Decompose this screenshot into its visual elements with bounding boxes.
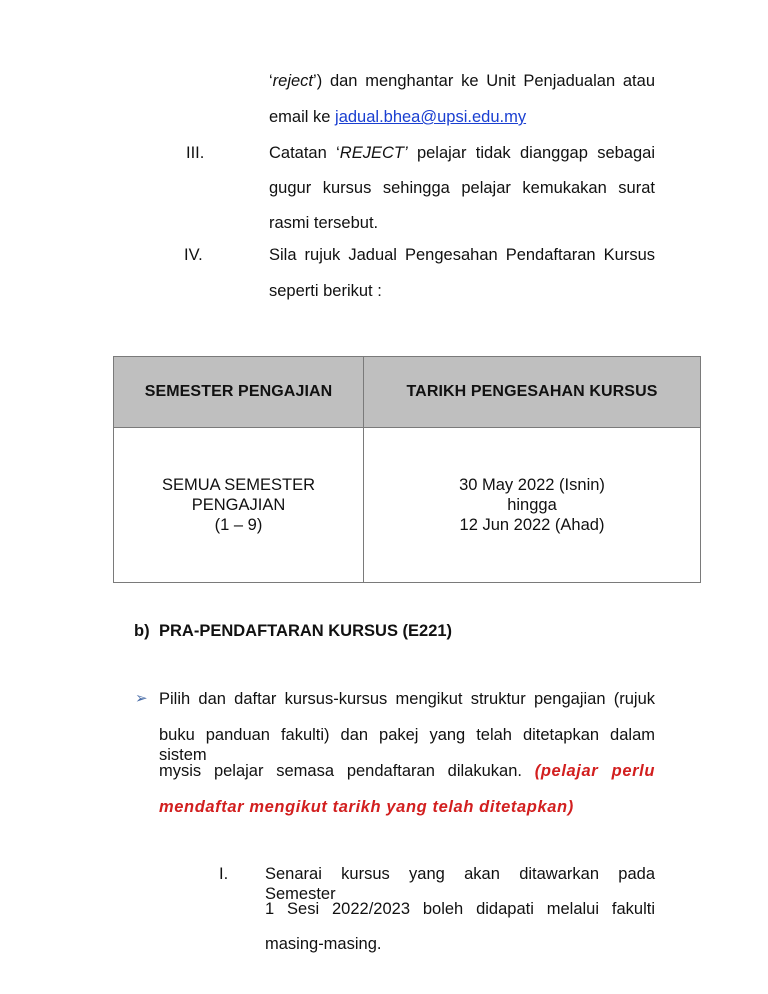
highlight-text: (pelajar perlu <box>534 762 655 780</box>
paragraph-line: Senarai kursus yang akan ditawarkan pada Semester <box>265 865 655 903</box>
schedule-table <box>113 356 701 583</box>
section-label: b) <box>134 622 150 640</box>
paragraph-line: Sila rujuk Jadual Pengesahan Pendaftaran Kursus <box>269 246 655 264</box>
cell-line: SEMUA SEMESTER <box>161 476 316 494</box>
cell-line: 30 May 2022 (Isnin) <box>459 476 605 494</box>
line-text: mysis pelajar semasa pendaftaran dilakukan. <box>159 762 522 780</box>
table-cell-semester <box>114 428 364 583</box>
table-header-row <box>114 357 701 428</box>
table-header-semester: SEMESTER PENGAJIAN <box>114 357 364 428</box>
paragraph-line <box>269 107 526 127</box>
paragraph-line <box>159 797 574 817</box>
paragraph-line: Pilih dan daftar kursus-kursus mengikut struktur pengajian (rujuk <box>159 690 655 708</box>
table-header-date: TARIKH PENGESAHAN KURSUS <box>364 357 701 428</box>
cell-line: (1 – 9) <box>214 516 263 534</box>
paragraph-line <box>159 761 655 781</box>
arrow-bullet-icon: ➢ <box>135 690 148 707</box>
cell-line: hingga <box>507 496 557 514</box>
paragraph-line <box>269 143 655 163</box>
reject-word: reject <box>272 72 314 90</box>
line-text: ’) dan menghantar ke Unit Penjadualan atau <box>313 72 655 90</box>
paragraph-line <box>269 71 655 91</box>
email-link[interactable]: jadual.bhea@upsi.edu.my <box>335 108 527 126</box>
paragraph-line: masing-masing. <box>265 935 382 953</box>
cell-line: 12 Jun 2022 (Ahad) <box>459 516 605 534</box>
paragraph-line: rasmi tersebut. <box>269 214 379 232</box>
paragraph-line: seperti berikut : <box>269 282 382 300</box>
section-title: PRA-PENDAFTARAN KURSUS (E221) <box>159 622 453 640</box>
reject-word: REJECT’ <box>339 144 408 162</box>
item-number: III. <box>186 144 205 162</box>
table-row <box>114 428 701 583</box>
paragraph-line: gugur kursus sehingga pelajar kemukakan surat <box>269 179 655 197</box>
highlight-text: mendaftar mengikut tarikh yang telah ditetapkan) <box>159 798 574 816</box>
paragraph-line: buku panduan fakulti) dan pakej yang telah ditetapkan dalam sistem <box>159 726 655 764</box>
cell-line: PENGAJIAN <box>191 496 286 514</box>
quote-mark: ‘ <box>269 72 273 90</box>
item-number: I. <box>219 865 229 883</box>
line-text: pelajar tidak dianggap sebagai <box>407 144 655 162</box>
line-text: Catatan ‘ <box>269 144 340 162</box>
table-cell-date <box>364 428 701 583</box>
section-heading <box>134 621 452 641</box>
paragraph-line: 1 Sesi 2022/2023 boleh didapati melalui fakulti <box>265 900 655 918</box>
item-number: IV. <box>184 246 203 264</box>
line-text: email ke <box>269 108 336 126</box>
